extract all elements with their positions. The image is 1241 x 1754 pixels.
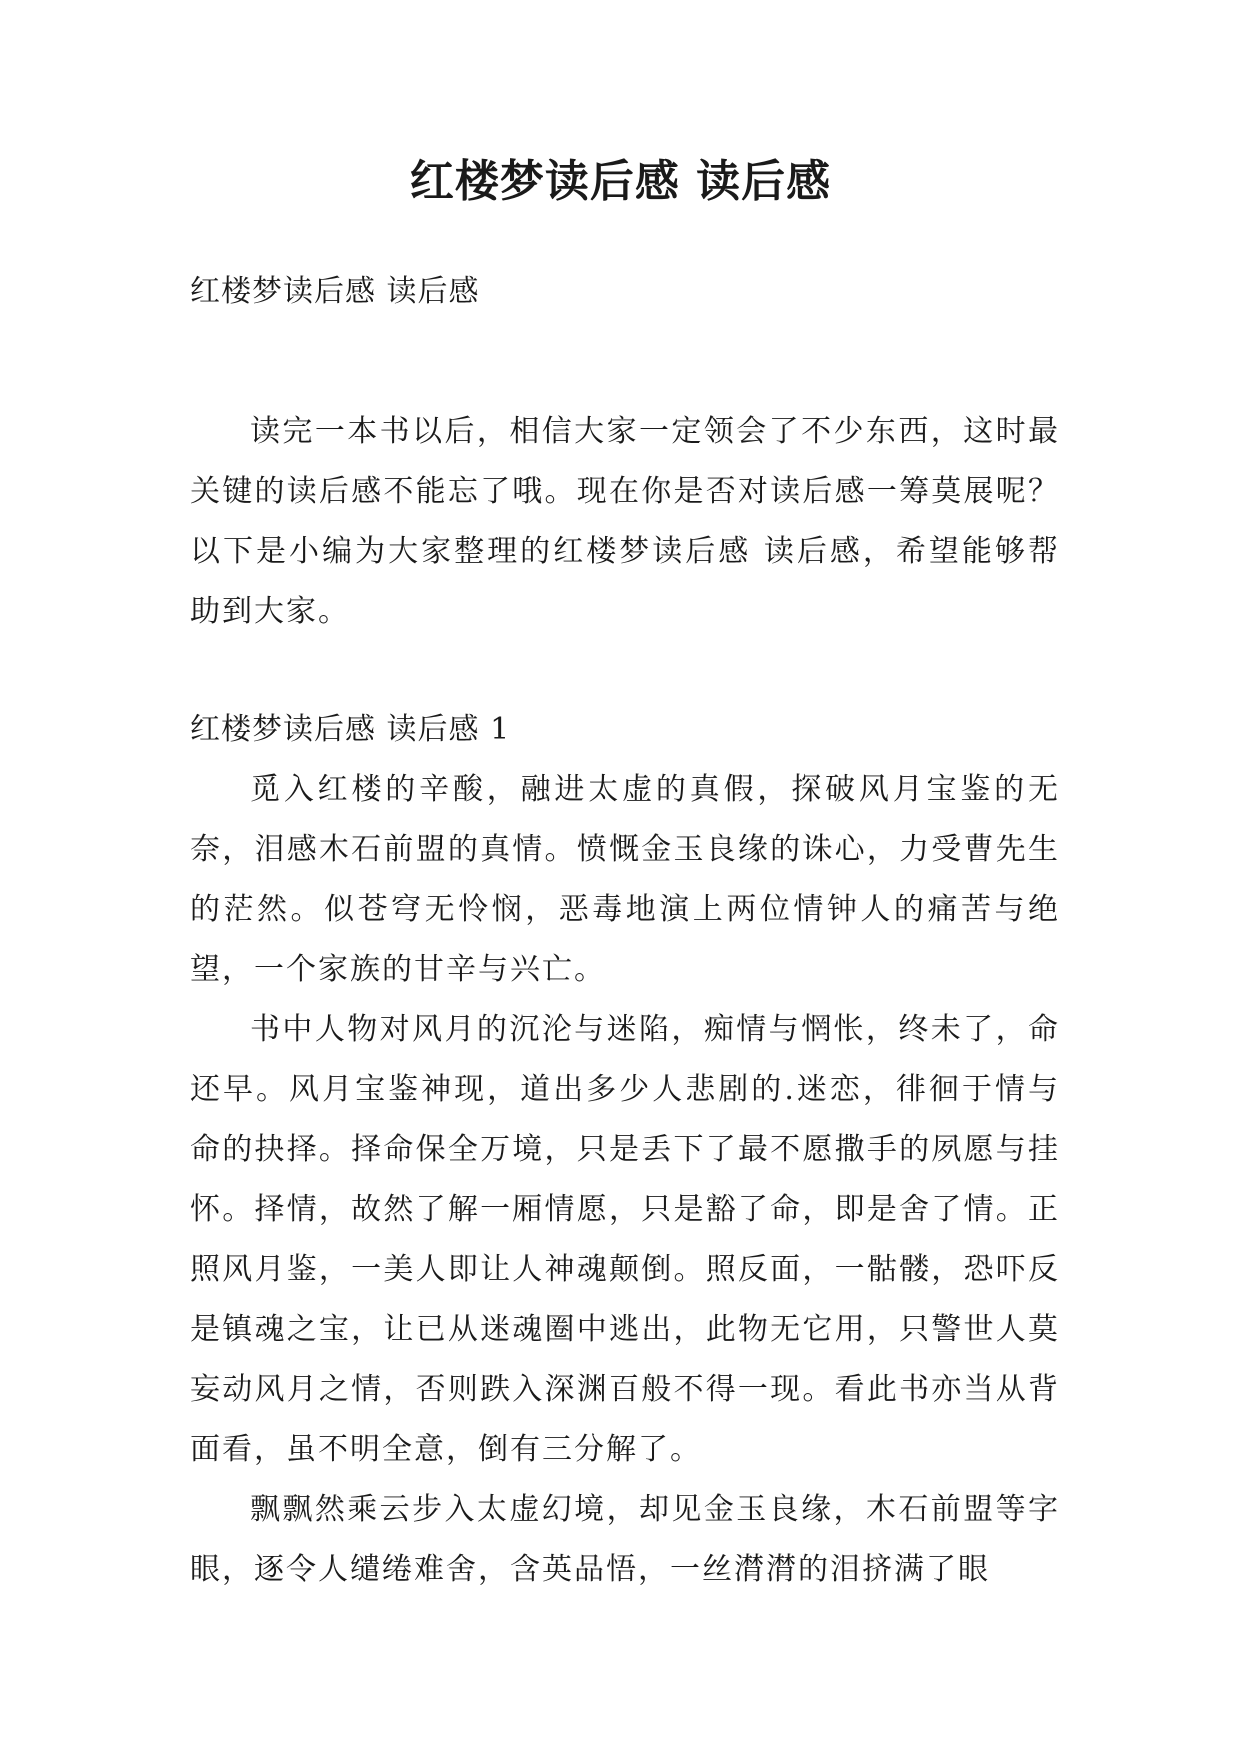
section-heading: 红楼梦读后感 读后感 1 [190,712,511,747]
section-content [190,760,1060,1600]
body-paragraph-2: 书中人物对风月的沉沦与迷陷，痴情与惘怅，终未了，命还早。风月宝鉴神现，道出多少人悲剧的.迷恋，徘徊于情与命的抉择。择命保全万境，只是丢下了最不愿撒手的夙愿与挂怀。择情，故然了解一厢情愿，只是豁了命，即是舍了情。正照风月鉴，一美人即让人神魂颠倒。照反面，一骷髅，恐吓反是镇魂之宝，让已从迷魂圈中逃出，此物无它用，只警世人莫妄动风月之情，否则跌入深渊百般不得一现。看此书亦当从背面看，虽不明全意，倒有三分解了。 [190,1012,1060,1467]
body-paragraph-1: 觅入红楼的辛酸，融进太虚的真假，探破风月宝鉴的无奈，泪感木石前盟的真情。愤慨金玉良缘的诛心，力受曹先生的茫然。似苍穹无怜悯，恶毒地演上两位情钟人的痛苦与绝望，一个家族的甘辛与兴亡。 [190,772,1060,987]
body-paragraph-3: 飘飘然乘云步入太虚幻境，却见金玉良缘，木石前盟等字眼，逐令人缱绻难舍，含英品悟，一丝潸潸的泪挤满了眼 [190,1492,1060,1587]
intro-paragraph: 读完一本书以后，相信大家一定领会了不少东西，这时最关键的读后感不能忘了哦。现在你是否对读后感一筹莫展呢？以下是小编为大家整理的红楼梦读后感 读后感，希望能够帮助到大家。 [190,414,1060,629]
document-subtitle: 红楼梦读后感 读后感 [190,274,480,309]
document-title: 红楼梦读后感 读后感 [409,156,832,207]
